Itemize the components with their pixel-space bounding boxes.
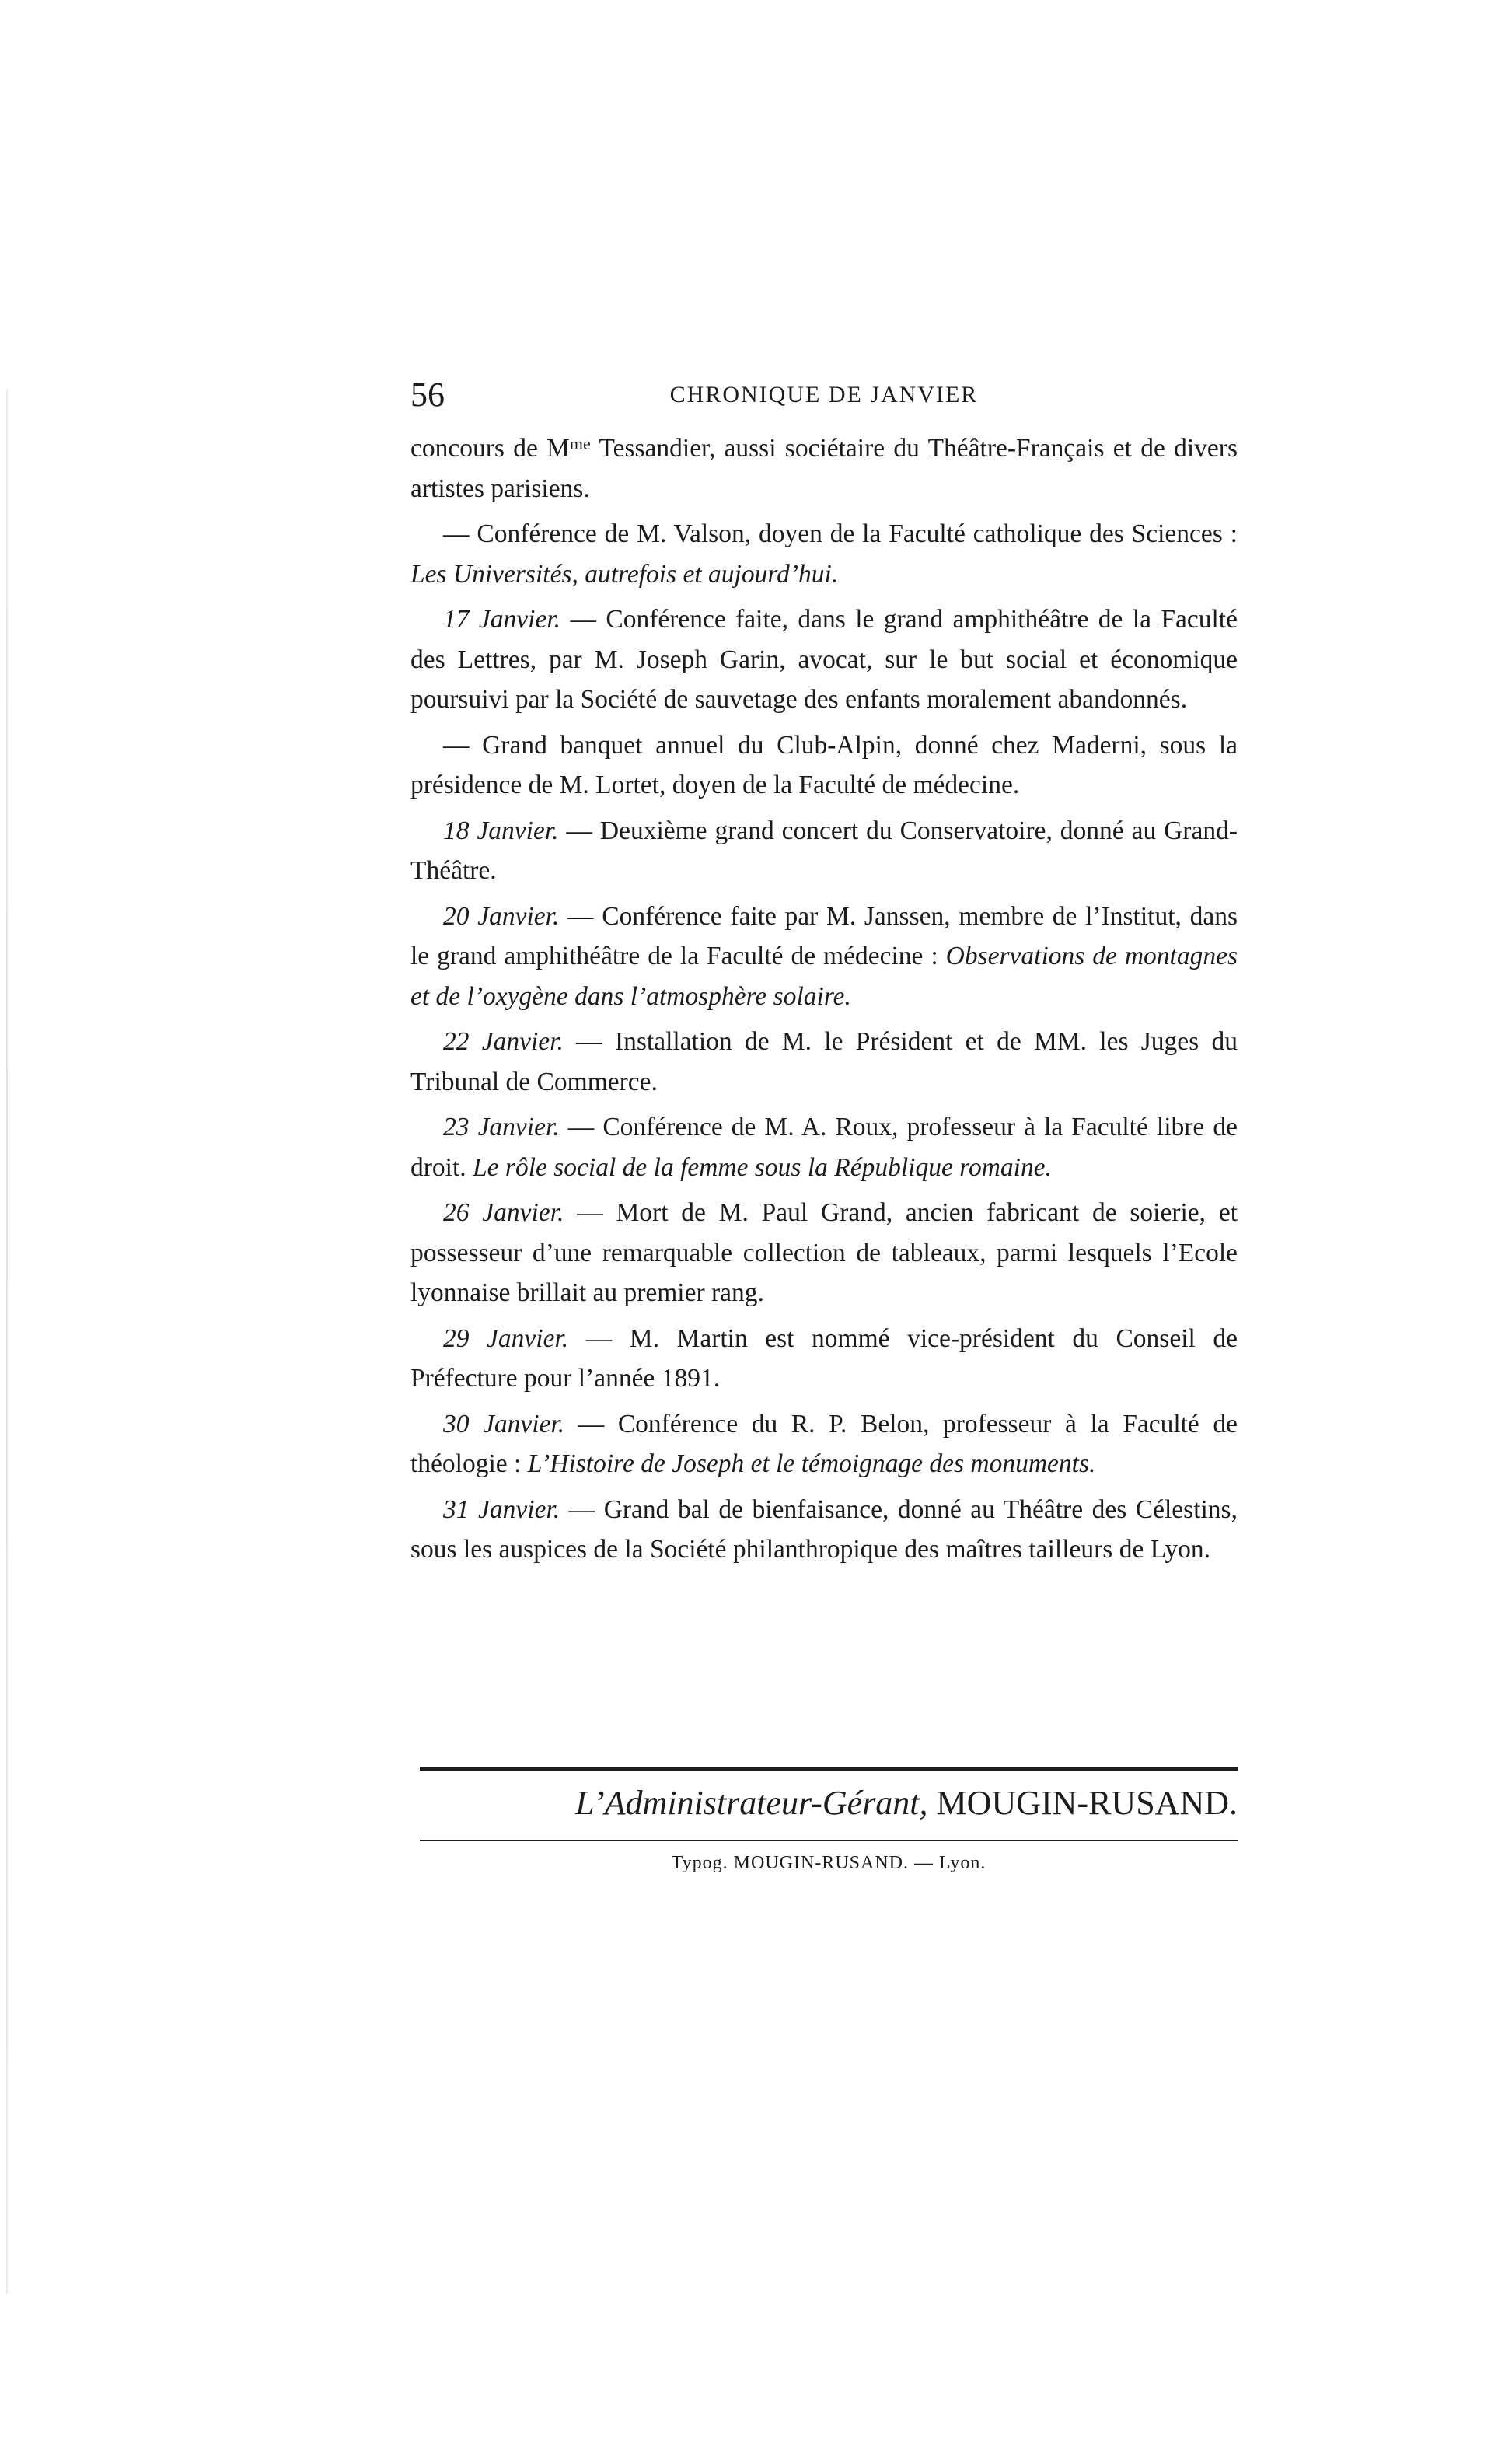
- paragraph-continuation: [410, 428, 1238, 509]
- entry-17-janvier: [410, 600, 1238, 720]
- entry-30-janvier: [410, 1404, 1238, 1484]
- entry-23-janvier: [410, 1107, 1238, 1187]
- entry-text: — Conférence de M. A. Roux, professeur à la Faculté libre de droit.: [410, 1113, 1238, 1182]
- entry-text: — Conférence faite par M. Janssen, membre de l’Institut, dans le grand amphithéâtre de la Faculté de médecine :: [410, 901, 1238, 970]
- entry-date: 29 Janvier.: [443, 1323, 569, 1353]
- entry-date: 22 Janvier.: [443, 1027, 564, 1056]
- entry-text: — Mort de M. Paul Grand, ancien fabricant de soierie, et possesseur d’une remarquable collection de tableaux, parmi lesquels l’Ecole lyonnaise brillait au premier rang.: [410, 1198, 1238, 1307]
- entry-text: — M. Martin est nommé vice-président du Conseil de Préfecture pour l’année 1891.: [410, 1323, 1238, 1393]
- superscript-abbrev: me: [569, 434, 591, 453]
- lecture-title: L’Histoire de Joseph et le témoignage des monuments.: [527, 1449, 1096, 1478]
- entry-date: 17 Janvier.: [443, 605, 561, 634]
- entry-text: Tessandier, aussi sociétaire du Théâtre-Français et de divers artistes parisiens.: [410, 434, 1238, 503]
- page-number: 56: [410, 376, 445, 414]
- entry-date: 18 Janvier.: [443, 816, 559, 845]
- lecture-title: Observations de montagnes et de l’oxygène dans l’atmosphère solaire.: [410, 942, 1238, 1011]
- entry-26-janvier: [410, 1193, 1238, 1313]
- entry-date: 26 Janvier.: [443, 1198, 564, 1227]
- entry-text: — Conférence du R. P. Belon, professeur à la Faculté de théologie :: [410, 1409, 1238, 1478]
- entry-club-alpin: [410, 725, 1238, 806]
- entry-29-janvier: [410, 1319, 1238, 1399]
- page-header: [410, 376, 1238, 423]
- entry-text: — Conférence de M. Valson, doyen de la Faculté catholique des Sciences :: [443, 519, 1238, 548]
- entry-text: — Conférence faite, dans le grand amphithéâtre de la Faculté des Lettres, par M. Joseph Garin, avocat, sur le but social et économique poursuivi par la Société de sauvetage des enfants moralement abandonnés.: [410, 605, 1238, 714]
- running-head: CHRONIQUE DE JANVIER: [669, 382, 979, 407]
- entry-31-janvier: [410, 1490, 1238, 1570]
- entry-date: 30 Janvier.: [443, 1409, 565, 1438]
- entry-text: concours de M: [410, 434, 570, 463]
- entry-text: — Deuxième grand concert du Conservatoire, donné au Grand-Théâtre.: [410, 816, 1238, 885]
- entry-date: 23 Janvier.: [443, 1113, 560, 1141]
- signature-name: MOUGIN-RUSAND.: [936, 1784, 1238, 1822]
- signature-role: L’Administrateur-Gérant,: [575, 1784, 928, 1822]
- entry-date: 31 Janvier.: [443, 1494, 560, 1524]
- page-edge-shadow: [6, 389, 8, 2294]
- chronicle-body: [410, 428, 1238, 1570]
- divider-rule: [420, 1840, 1238, 1841]
- entry-text: — Grand bal de bienfaisance, donné au Théâtre des Célestins, sous les auspices de la Société philanthropique des maîtres tailleurs de Lyon.: [410, 1494, 1238, 1564]
- divider-rule: [420, 1767, 1238, 1771]
- entry-18-janvier: [410, 811, 1238, 891]
- lecture-title: Les Universités, autrefois et aujourd’hui.: [410, 559, 839, 589]
- entry-valson: [410, 514, 1238, 594]
- entry-20-janvier: [410, 897, 1238, 1017]
- entry-text: — Grand banquet annuel du Club-Alpin, donné chez Maderni, sous la présidence de M. Lortet, doyen de la Faculté de médecine.: [410, 730, 1238, 799]
- lecture-title: Le rôle social de la femme sous la République romaine.: [473, 1152, 1052, 1182]
- signature: [420, 1780, 1238, 1827]
- printer-imprint: Typog. MOUGIN-RUSAND. — Lyon.: [671, 1853, 986, 1873]
- entry-22-janvier: [410, 1022, 1238, 1102]
- entry-date: 20 Janvier.: [443, 901, 560, 931]
- entry-text: — Installation de M. le Président et de MM. les Juges du Tribunal de Commerce.: [410, 1027, 1238, 1096]
